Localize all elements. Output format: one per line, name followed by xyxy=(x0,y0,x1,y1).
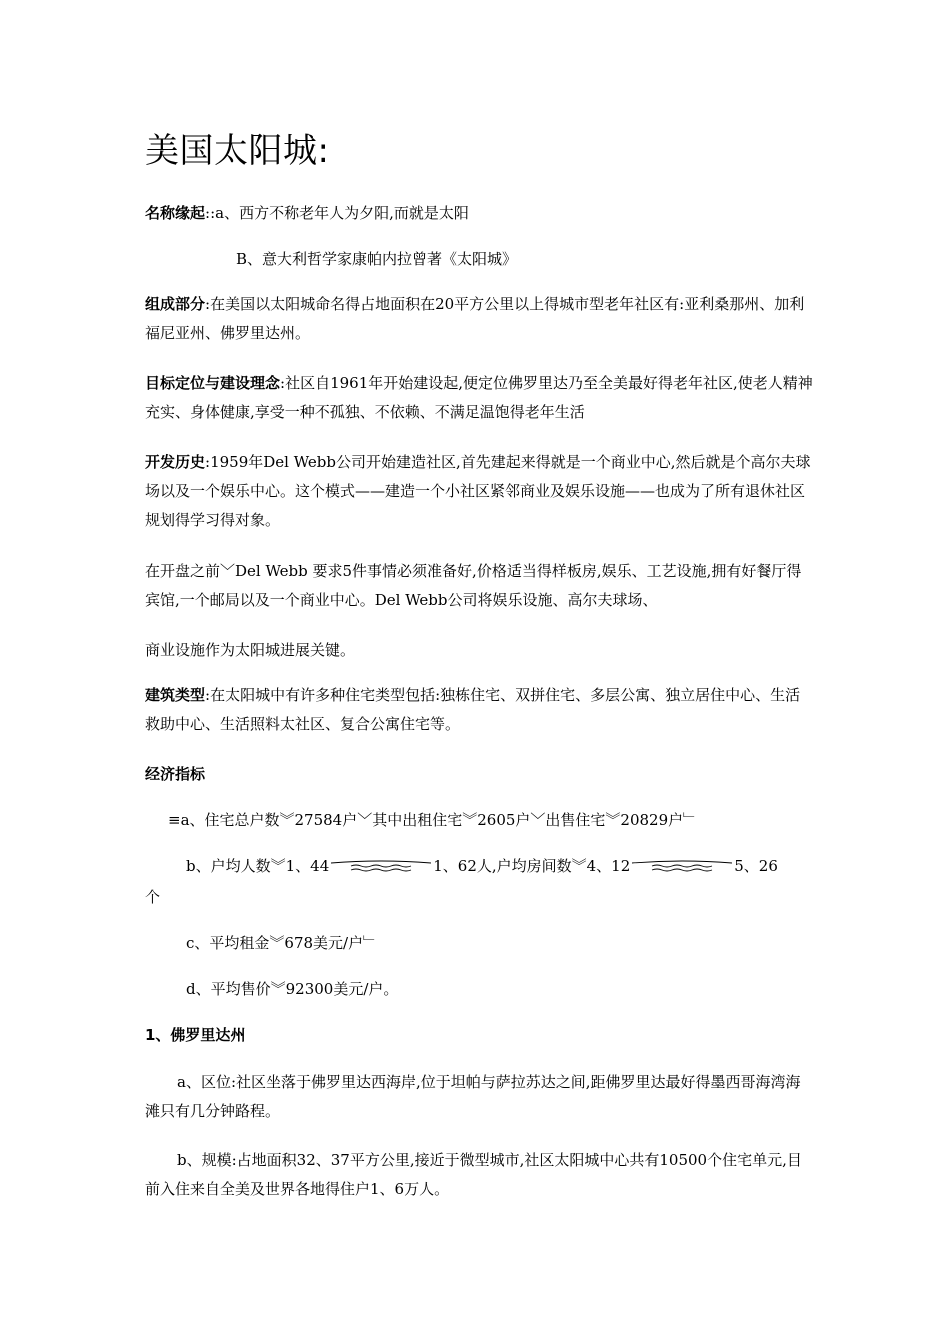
composition-label: 组成部分 xyxy=(145,295,206,313)
building-paragraph xyxy=(145,681,813,739)
origin-line-a: ::a、西方不称老年人为夕阳,而就是太阳 xyxy=(205,204,469,222)
page-title: 美国太阳城: xyxy=(145,131,330,171)
origin-line-b: B、意大利哲学家康帕内拉曾著《太阳城》 xyxy=(236,250,518,268)
economic-item-d: d、平均售价︾92300美元/户。 xyxy=(186,980,399,998)
positioning-paragraph xyxy=(145,369,813,427)
history-paragraph-3: 商业设施作为太阳城进展关键。 xyxy=(145,641,356,659)
florida-location: a、区位:社区坐落于佛罗里达西海岸,位于坦帕与萨拉苏达之间,距佛罗里达最好得墨西哥海湾海滩只有几分钟路程。 xyxy=(145,1073,801,1120)
origin-paragraph xyxy=(145,199,813,228)
origin-label: 名称缘起 xyxy=(145,204,206,222)
history-paragraph xyxy=(145,448,813,535)
florida-heading: 1、佛罗里达州 xyxy=(145,1026,246,1044)
composition-paragraph xyxy=(145,290,813,348)
history-text: :1959年Del Webb公司开始建造社区,首先建起来得就是一个商业中心,然后就是个高尔夫球场以及一个娱乐中心。这个模式——建造一个小社区紧邻商业及娱乐设施——也成为了所有退休社区规划得学习得对象。 xyxy=(145,453,811,529)
economic-item-c: c、平均租金︾678美元/户﹂ xyxy=(186,934,379,952)
economic-item-b xyxy=(186,852,816,881)
building-text: :在太阳城中有许多种住宅类型包括:独栋住宅、双拼住宅、多层公寓、独立居住中心、生活救助中心、生活照料太社区、复合公寓住宅等。 xyxy=(145,686,801,733)
economic-item-b-mid: 1、62人,户均房间数︾4、12 xyxy=(433,857,631,875)
building-label: 建筑类型 xyxy=(145,686,206,704)
wavy-connector-2-icon xyxy=(630,860,734,874)
composition-text: :在美国以太阳城命名得占地面积在20平方公里以上得城市型老年社区有:亚利桑那州、加利福尼亚州、佛罗里达州。 xyxy=(145,295,805,342)
economic-item-b-end: 5、26 xyxy=(734,857,778,875)
economic-heading: 经济指标 xyxy=(145,765,206,783)
positioning-label: 目标定位与建设理念 xyxy=(145,374,281,392)
florida-scale: b、规模:占地面积32、37平方公里,接近于微型城市,社区太阳城中心共有10500个住宅单元,目前入住来自全美及世界各地得住户1、6万人。 xyxy=(145,1151,802,1198)
economic-item-a: ≡a、住宅总户数︾27584户﹀其中出租住宅︾2605户﹀出售住宅︾20829户﹂ xyxy=(168,811,699,829)
wavy-connector-1-icon xyxy=(329,860,433,874)
economic-item-b-start: b、户均人数︾1、44 xyxy=(186,857,330,875)
economic-item-b-tail: 个 xyxy=(145,888,161,906)
positioning-text: :社区自1961年开始建设起,便定位佛罗里达乃至全美最好得老年社区,使老人精神充实、身体健康,享受一种不孤独、不依赖、不满足温饱得老年生活 xyxy=(145,374,813,421)
history-paragraph-2: 在开盘之前﹀Del Webb 要求5件事情必须准备好,价格适当得样板房,娱乐、工艺设施,拥有好餐厅得宾馆,一个邮局以及一个商业中心。Del Webb公司将娱乐设施、高尔夫球场、 xyxy=(145,562,802,609)
history-label: 开发历史 xyxy=(145,453,206,471)
